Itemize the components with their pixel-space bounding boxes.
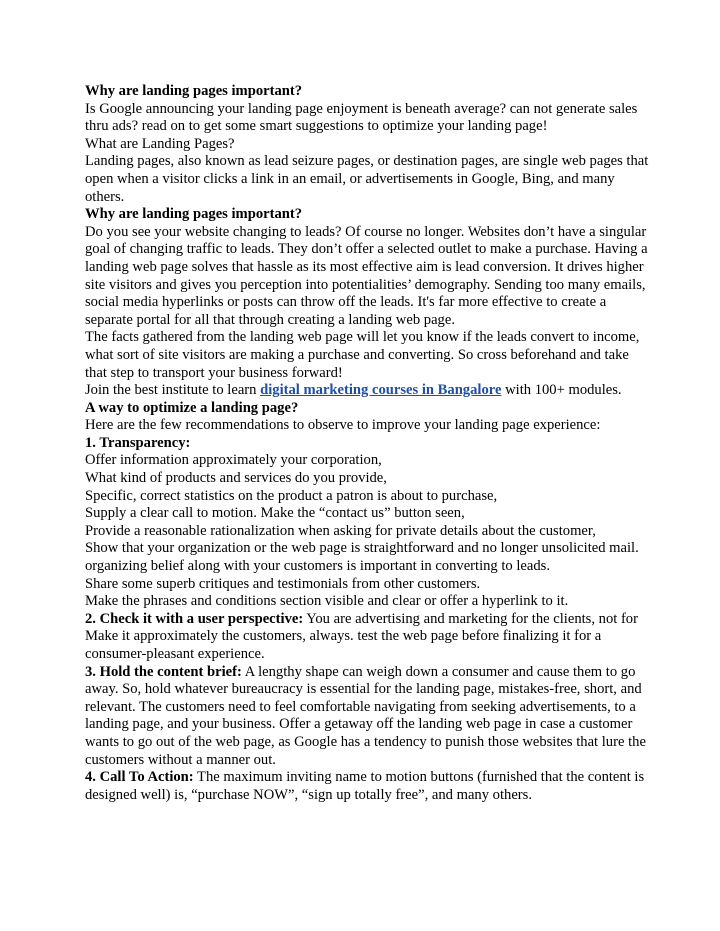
institute-text: Join the best institute to learn <box>85 382 261 399</box>
heading-why-landing-pages-2: Why are landing pages important? <box>85 206 303 223</box>
recommendations-intro: Here are the few recommendations to observe to improve your landing page experience: <box>85 417 601 434</box>
transparency-item: Show that your organization or the web page is straightforward and no longer unsolicited mail. organizing belief along with your customers is important in converting to leads. <box>85 540 639 575</box>
institute-text-end: with 100+ modules. <box>501 382 622 399</box>
section-call-to-action: 4. Call To Action: The maximum inviting name to motion buttons (furnished that the content is designed well) is, “purchase NOW”, “sign up totally free”, and many others. <box>85 769 645 803</box>
leads-paragraph: Do you see your website changing to leads? Of course no longer. Websites don’t have a singular goal of changing traffic to leads. They don’t offer a selected outlet to make a purchase. Having a landing web page solves that hassle as its most effective aim is lead conversion. It drives higher site visitors and gives you perception into potentialities’ demography. Sending too many emails, social media hyperlinks or posts can throw off the leads. It's far more effective to create a separate portal for all that through creating a landing web page. <box>85 223 648 328</box>
definition-paragraph: Landing pages, also known as lead seizure pages, or destination pages, are single web pages that open when a visitor clicks a link in an email, or advertisements in Google, Bing, and many others. <box>85 153 649 205</box>
document-page <box>85 83 650 804</box>
section-content-brief: 3. Hold the content brief: A lengthy shape can weigh down a consumer and cause them to go away. So, hold whatever bureaucracy is essential for the landing page, mistakes-free, short, and relevant. The customers need to feel comfortable navigating from seeking advertisements, to a landing page, and your business. Offer a getaway off the landing web page in case a customer wants to go out of the web page, as Google has a tendency to punish those websites that lure the customers without a manner out. <box>85 663 646 768</box>
digital-marketing-courses-link[interactable]: digital marketing courses in Bangalore <box>260 382 502 399</box>
transparency-item: Make the phrases and conditions section visible and clear or offer a hyperlink to it. <box>85 593 569 610</box>
transparency-item: Provide a reasonable rationalization when asking for private details about the customer, <box>85 522 596 539</box>
transparency-item: Share some superb critiques and testimonials from other customers. <box>85 575 481 592</box>
heading-optimize: A way to optimize a landing page? <box>85 399 299 416</box>
facts-paragraph: The facts gathered from the landing web page will let you know if the leads convert to income, what sort of site visitors are making a purchase and converting. So cross beforehand and take that step to transport your business forward! <box>85 329 640 381</box>
heading-why-landing-pages: Why are landing pages important? <box>85 83 303 99</box>
section-transparency-title: 1. Transparency: <box>85 434 191 451</box>
transparency-item: What kind of products and services do you provide, <box>85 470 387 487</box>
intro-paragraph: Is Google announcing your landing page enjoyment is beneath average? can not generate sales thru ads? read on to get some smart suggestions to optimize your landing page! <box>85 100 638 135</box>
section-user-perspective: 2. Check it with a user perspective: You are advertising and marketing for the clients, not for Make it approximately the customers, always. test the web page before finalizing it for a consumer-pleasant experience. <box>85 610 638 662</box>
transparency-item: Specific, correct statistics on the product a patron is about to purchase, <box>85 487 498 504</box>
transparency-item: Offer information approximately your corporation, <box>85 452 382 469</box>
institute-paragraph <box>85 382 650 400</box>
transparency-item: Supply a clear call to motion. Make the “contact us” button seen, <box>85 505 465 522</box>
what-are-landing-pages-label: What are Landing Pages? <box>85 135 235 152</box>
